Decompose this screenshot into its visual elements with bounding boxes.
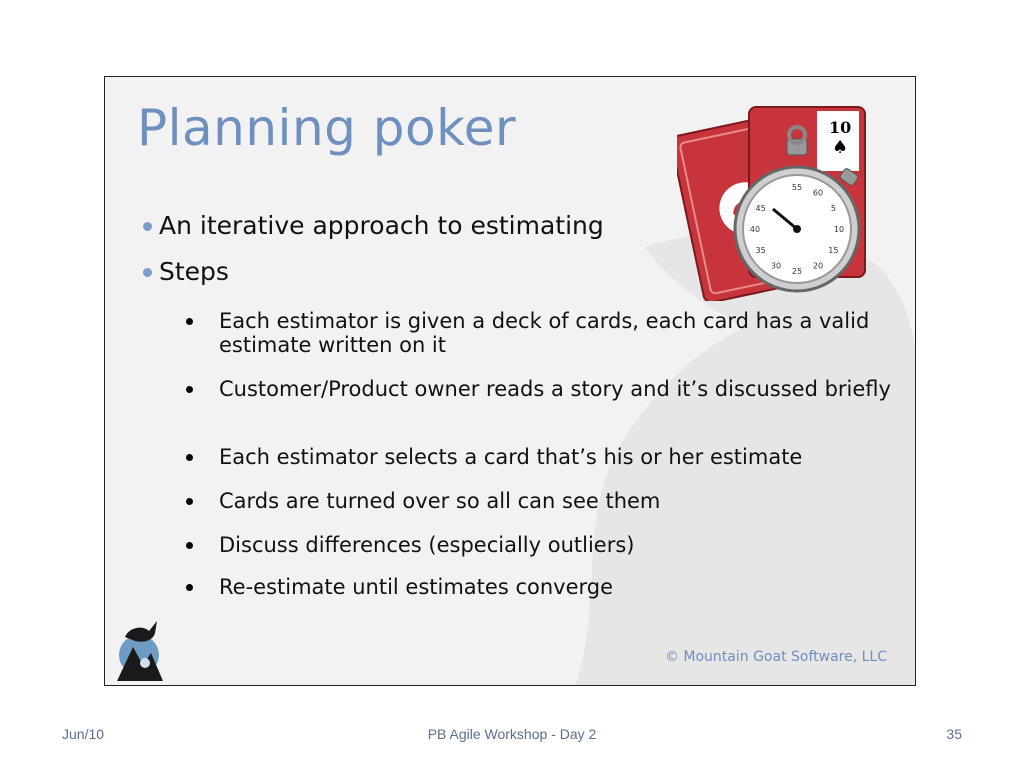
step-dot — [186, 542, 193, 549]
mountain-goat-logo — [113, 613, 165, 683]
stopwatch-number: 5 — [830, 204, 836, 213]
playing-cards-icon — [677, 101, 877, 301]
stopwatch-number: 25 — [791, 267, 803, 276]
stopwatch-number: 40 — [749, 225, 761, 234]
step-item — [219, 489, 899, 513]
bullet-dot — [143, 222, 152, 231]
footer-title: PB Agile Workshop - Day 2 — [427, 726, 597, 742]
copyright-notice: © Mountain Goat Software, LLC — [664, 649, 887, 665]
bullet-dot — [143, 268, 152, 277]
step-text: Each estimator is given a deck of cards, each card has a valid estimate written on it — [219, 309, 870, 357]
step-dot — [186, 498, 193, 505]
step-dot — [186, 386, 193, 393]
step-dot — [186, 584, 193, 591]
step-text: Discuss differences (especially outliers) — [219, 533, 635, 557]
bullet-item — [159, 211, 604, 240]
step-text: Cards are turned over so all can see them — [219, 489, 661, 513]
step-text: Re-estimate until estimates converge — [219, 575, 614, 599]
step-text: Each estimator selects a card that’s his or her estimate — [219, 445, 803, 469]
step-dot — [186, 454, 193, 461]
bullet-item — [159, 257, 229, 286]
spade-icon: ♠ — [832, 137, 849, 158]
bullet-text: Steps — [159, 257, 229, 286]
slide-frame — [104, 76, 916, 686]
step-item — [219, 309, 899, 357]
stopwatch-number: 20 — [812, 261, 824, 271]
stopwatch-number: 45 — [755, 204, 766, 213]
step-item — [219, 445, 899, 469]
stopwatch-number: 10 — [833, 225, 845, 234]
step-text: Customer/Product owner reads a story and it’s discussed briefly — [219, 377, 891, 401]
step-item — [219, 575, 899, 599]
stopwatch-number: 55 — [791, 183, 803, 192]
stopwatch-number: 15 — [828, 246, 839, 255]
footer-date: Jun/10 — [62, 726, 105, 742]
step-item — [219, 533, 899, 557]
card-rank: 10 — [829, 118, 852, 137]
slide-title: Planning poker — [137, 99, 517, 157]
step-dot — [186, 318, 193, 325]
stopwatch-number: 60 — [812, 188, 824, 198]
step-item — [219, 377, 899, 401]
stopwatch-number: 35 — [755, 246, 766, 255]
stopwatch-number: 30 — [770, 261, 782, 271]
footer-page-number: 35 — [946, 726, 962, 742]
bullet-text: An iterative approach to estimating — [159, 211, 604, 240]
